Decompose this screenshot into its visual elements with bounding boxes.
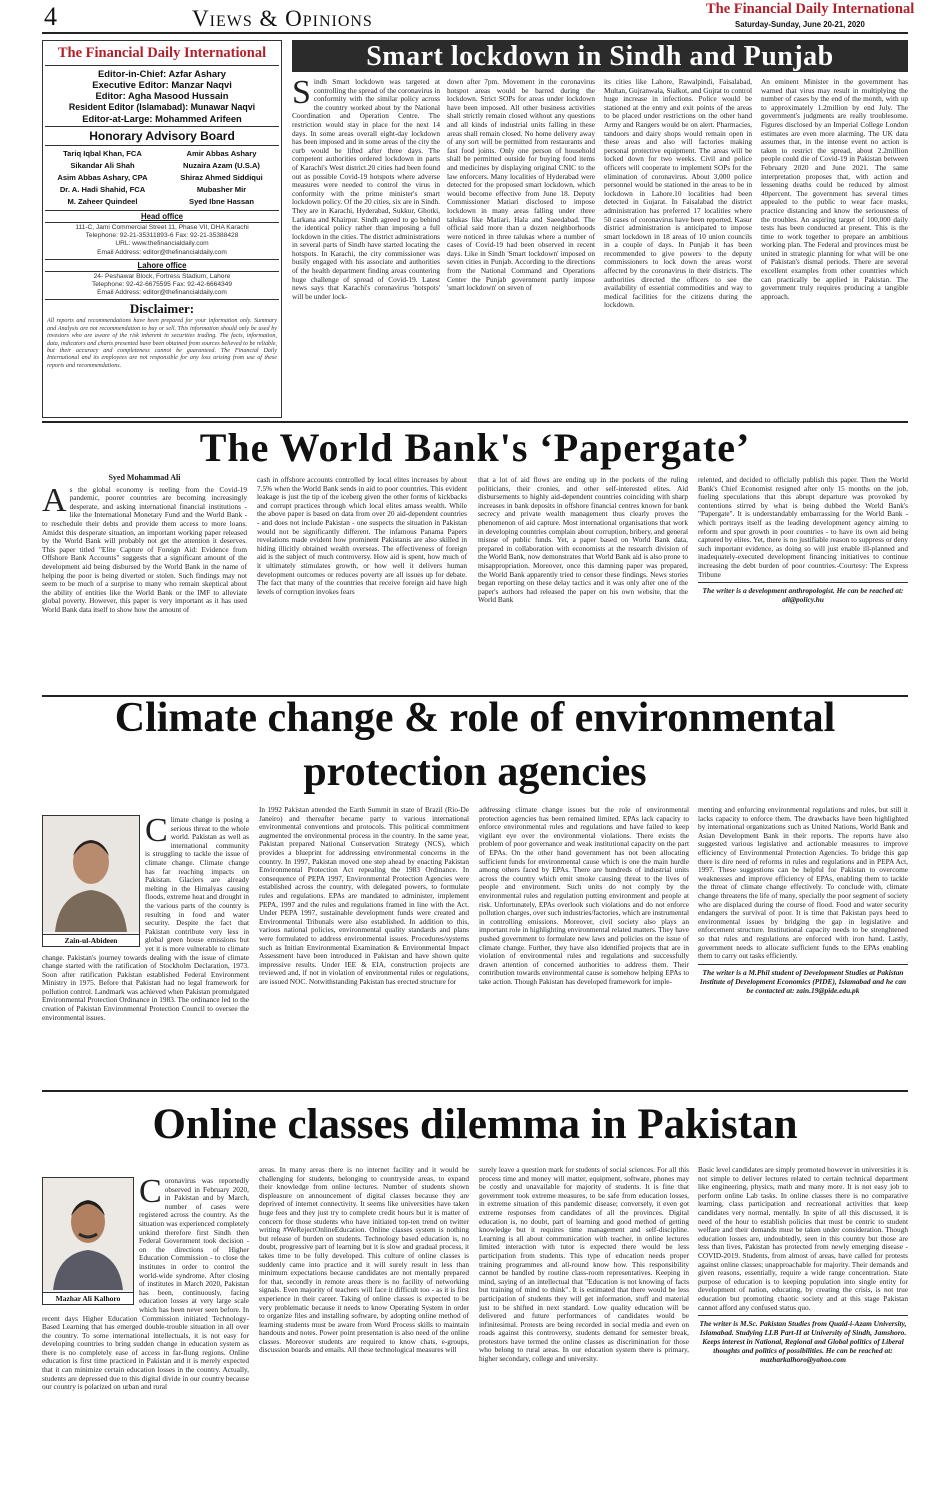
section-title: Views & Opinions	[192, 6, 373, 31]
masthead-title: The Financial Daily International	[57, 45, 267, 61]
head-office-line: 111-C, Jami Commercial Street 11, Phase VII, DHA Karachi	[75, 224, 249, 232]
editor-line: Editor-in-Chief: Azfar Ashary	[98, 68, 226, 79]
editorial-column-3	[604, 78, 752, 410]
author-name: Syed Mohammad Ali	[108, 474, 181, 482]
editorial-column-1	[292, 78, 440, 410]
drop-cap: C	[145, 816, 168, 849]
lahore-office-title: Lahore office	[137, 260, 187, 270]
author-note: The writer is M.Sc. Pakistan Studies from Quaid-i-Azam University, Islamabad. Studying LLB Part-II at University of Sindh, Jamshoro. Keeps interest in National, Regional and Global politics of Liberal thoughts and politics of possibilities. He can be reached at: mazharkalhoro@yahoo.com	[698, 1315, 908, 1364]
disclaimer-text: All reports and recommendations have been prepared for your information only. Summary and Analysis are not recommendation to buy or sell. This information should only be used by investors who are aware of the risk inherent in securities trading. The facts, information, data, indicators and charts presented have been obtained from sources believed to be reliable, but their accuracy and completeness cannot be guaranteed. The Financial Daily International and its employees are not responsible for any loss arising from use of these reports and recommendations.	[47, 318, 277, 369]
article1-column-1	[42, 474, 247, 692]
article1-column-4	[698, 476, 908, 692]
editor-line: Executive Editor: Manzar Naqvi	[92, 79, 232, 91]
article1-headline: The World Bank's ‘Papergate’	[199, 425, 751, 470]
section-divider	[42, 421, 908, 423]
editorial-text: down after 7pm. Movement in the coronavirus hotspot areas would be barred during the lockdown. Strict SOPs for areas under lockdown have been imposed. All other business activities shall strictly remain closed without any questions and all kinds of industrial units falling in these areas shall remain closed. No home delivery away of any sort will be permitted from restaurants and fast food joints. Only one person of household shall be permitted outside for buying food items and medicines by displaying original CNIC to the law enforcers. Many localities of Hyderabad were detected for the proposed smart lockdown, which would become effective from June 18. Deputy Commissioner Matiari disclosed to impose lockdown in many areas falling under three talukas like Matiari, Hala and Saeedabad. The official said more than a dozen neighborhoods were noticed in three talukas where a number of cases of Covid-19 had been observed in recent days. Like in Sindh 'Smart lockdown' imposed on seven cities in Punjab. According to the directions from the National Command and Operations Center the Punjab government partly impose 'smart lockdown' on seven of	[447, 78, 595, 293]
article3-column-1	[42, 1177, 249, 1481]
article-text: relented, and decided to officially publish this paper. Then the World Bank's Chief Economist resigned after only 15 months on the job, fueling speculations that this abrupt departure was provoked by contentions stirred by what is being dubbed the World Bank's "Papergate". It is understandably embarrassing for the World Bank - which portrays itself as the leading development agency aiming to reform and spur growth in poor countries - to have its own aid being captured by elites. Yet, there is no justifiable reason to suppress or deny such important evidence, as doing so will just enable ill-planned and inadequately-executed development financing initiatives to continue increasing the debt burden of poor countries.-Courtesy: The Express Tribune	[698, 476, 908, 579]
masthead-box	[42, 40, 282, 418]
drop-cap: A	[42, 481, 67, 519]
editorial-text: indh Smart lockdown was targeted at controlling the spread of the coronavirus in conformity with the similar policy across the country worked about by the National Coordination and Operation Centre. The restriction would stay in place for the next 14 days. In some areas overall eight-day lockdown has been imposed and in some areas of the city the curb would be lifted after three days. The competent authorities ordered lockdown in parts of Karachi's West district.20 cities had been found out as possible Covid-19 hotspots where adverse measures were needed to control the virus in conformity with the prime minister's smart lockdown policy. Of the 20 cities, six are in Sindh. They are in Karachi, Hyderabad, Sukkur, Ghotki, Larkana and Khairpur. Sindh agreed to go behind the identical policy rather than imposing a full lockdown in the cities. The district administrations in several parts of Sindh have started locating the hotspots. In Karachi, the city commissioner was busily engaged with his associate and authorities of the health department finding areas countering huge challenge of spread of Covid-19. Latest news says that Karachi's coronavirus 'hotspots' will be under lock-	[292, 78, 440, 301]
editorial-column-4	[761, 78, 908, 410]
advisor-name: Amir Abbas Ashary	[186, 149, 257, 159]
drop-cap: S	[292, 78, 311, 111]
advisor-name: Syed Ibne Hassan	[189, 197, 254, 207]
article2-headline-line1: Climate change & role of environmental	[114, 695, 836, 741]
article-text: Basic level candidates are simply promoted however in universities it is not simple to deliver lectures related to certain technical department like engineering, physics, math and many more. It is not easy job to perform online Lab tasks. In online classes there is no comparative learning, class participation and recreational activities that keep candidates very normal, mentally. In spite of all this discussed, it is need of the hour to establish policies that must be centric to student welfare and their demands must be taken under consideration. Though education losses are, undoubtedly, seen in this country but those are less than lives, Pakistan has protected from newly emerging disease - COVID-2019. Students, from almost of areas, have called for protests against online classes; unapproachable for majority. Their demands and given reasons, essentially, require a wide range concentration. State purpose of education is to keeping population into single entity for development of nation, educating, by creating the crisis, is not true education but promoting chaotic society and at this stage Pakistan cannot afford any confused status quo.	[698, 1166, 908, 1312]
article-text: areas. In many areas there is no internet facility and it would be challenging for students, belonging to countryside areas, to expand their knowledge from online lectures. Number of students shown displeasure on announcement of digital classes because they are deprived of internet connectivity. It seems like universities have taken huge fees and they just try to complete credit hours but it is matter of concern for those students who have initiated top-ten trend on twitter writing #WeRejectOnlineEducation. Online classes system is nothing but release of burden on students. Technology based education is, no doubt, progressive part of learning but it is slow and gradual process, it takes time to be fully developed. This culture of online classes is suddenly came into practice and it will surely result in less than minimum expectations because candidates are not mentally prepared for that, secondly in remote areas there is no facility of networking signals. Even majority of teachers will face it difficult too - as it is first experience in their career. Taking of online classes is expected to be very problematic because it needs to know Operating System in order to organize files and installing software, by adopting online method of learning students must be aware from Word Process skills to maintain handouts and notes. Power point presentation is also need of the online classes. Moreover students are required to know chats, e-groups, discussion boards and emails. All these technological measures will	[259, 1166, 469, 1355]
author-note: The writer is a M.Phil student of Development Studies at Pakistan Institute of Development Economics (PIDE), Islamabad and he can be contacted at: zain.19@pide.edu.pk	[698, 964, 908, 995]
editor-line: Editor-at-Large: Mohammed Arifeen	[82, 112, 242, 124]
lahore-office-line: 24- Peshawar Block, Fortress Stadium, Lahore	[93, 272, 231, 280]
article-text: limate change is posing a serious threat to the whole world. Pakistan as well as international community is struggling to tackle the issue of climate change. Climate change has far reaching impacts on Pakistan. Glaciers are already melting in the Himalyas causing floods, extreme heat and drought in the various parts of the country is resulting in food and water security. Despite the fact that Pakistan contribute very less in global green house emissions but yet it is more vulnerable to climate change. Pakistan's journey towards dealing with the issue of climate change started with the ratification of Stockholm Declaration, 1973. Soon after ratification Pakistan established Federal Environment Ministry in 1975. Before that Pakistan had no legal framework for pollution control. Landmark was achieved when Pakistan promulgated Environmental Protection Ordinance in 1983. The ordinance led to the creation of Pakistan Environmental Protection Council to oversee the environmental issues.	[42, 816, 249, 1022]
article-text: addressing climate change issues but the role of environmental protection agencies has been remained limited. EPAs lack capacity to enforce environmental rules and regulations and have failed to keep vigilant eye over the environmental violations. There exists the problem of poor governance and weak institutional capacity on the part of EPAs. On the other hand government has not been allocating sufficient funds for environmental cause which is one the main hurdle among others faced by EPAs. There are hundreds of industrial units across the country which emit smoke causing threat to the lives of people and environment. Such units do not comply by the environmental rules and regulation putting environment and people at risk. Unfortunately, EPAs overlook such violations and do not enforce pollution charges, over such industries/factories, which are instrumental in controlling emissions. Moreover, civil society also plays an important role in highlighting environmental related matters. They have pushed government to formulate new laws and policies on the issue of climate change. Further, they have also identified projects that are in violation of environmental rules and regulations and successfully drawn attention of concerned authorities to address them. Their contribution towards environmental cause is somehow helping EPAs to take action. Though Pakistan has developed framework for imple-	[479, 806, 689, 986]
lahore-office-line: Email Address: editor@thefinancialdaily.com	[97, 289, 227, 297]
article-text: surely leave a question mark for students of social sciences. For all this process time and money will matter, equipment, software, phones may be costly and unavailable for majority of students. It is fine that government took extreme measures, to be safe from education losses, in extreme situation of this pandemic disease; conversely, it even got extreme responses from candidates of all the provinces. Digital education is, no doubt, part of learning and good method of getting knowledge but it requires time management and self-discipline. Learning is all about communication with teacher, in online lectures limited interaction with tutor is expected there would be less participation from students. This type of education needs proper training programmes and all-round know how. This responsibility cannot be handled by routine class-room representatives. Keeping in mind, saying of an intellectual that "Education is not knowing of facts but training of mind to think". It is estimated that there would be less participation of students they will get information, stuff and material just to be shifted in next standard. Low quality education will be delivered and future performances of candidates would be infinitesimal. Protests are being recorded in social media and even on roads against this controversy, students demand for semester break, protestors have termed the online classes as discrimination for those who belong to rural areas. In our education system there is primary, higher secondary, college and university.	[479, 1166, 689, 1364]
article3-headline: Online classes dilemma in Pakistan	[152, 1101, 798, 1148]
section-divider	[42, 1090, 908, 1092]
advisor-name: Tariq Iqbal Khan, FCA	[63, 149, 142, 159]
article2-column-2	[259, 806, 469, 1078]
article-text: cash in offshore accounts controlled by local elites increases by about 7.5% when the World Bank sends in aid to poor countries. This evident leakage is just the tip of the iceberg given the other forms of kickbacks and corrupt practices through which local elites amass wealth. While the above paper is based on data from over 20 aid-dependent countries - and does not include Pakistan - one suspects the situation in Pakistan would not be significantly different. The infamous Panama Papers revelations made evident how prominent Pakistanis are also skilled in hiding illicitly obtained wealth overseas. The effectiveness of foreign aid is the subject of much controversy. How aid is spent, how much of it ultimately stimulates growth, or how well it delivers human development outcomes or reduces poverty are all issues up for debate. The fact that many of the countries that receive foreign aid have high levels of corruption invokes fears	[257, 476, 467, 596]
advisory-board	[43, 148, 281, 208]
editorial-text: its cities like Lahore, Rawalpindi, Faisalabad, Multan, Gujranwala, Sialkot, and Gujrat to control huge increase in infections. Police would be stationed at the entry and exit points of the areas to be placed under restrictions on the other hand Army and Rangers would be on alert. Pharmacies, tandoors and dairy shops would remain open in these areas and also will factories making personal protective equipment. The areas will be locked down for two weeks. Civil and police officers will cooperate to implement SOPs for the elimination of coronavirus. About 3,000 police personnel would be stationed in the areas to be in lockdown in Lahore.10 localities had been detected in Gujarat. In Faisalabad the district administration has preferred 17 localities where 50 cases of coronavirus have been reported. Kasur district administration is anticipated to impose smart lockdown in 18 areas of 10 union councils in a couple of days. In Punjab it has been recommended to give powers to the deputy commissioners to lock down the areas worst affected by the coronavirus in their districts. The authorities directed the officers to see the availability of essential commodities and way to medical facilities for the citizens during the lockdown.	[604, 78, 752, 310]
article2-headline-line2: protection agencies	[303, 749, 647, 795]
article1-column-3	[478, 476, 688, 692]
paper-name: The Financial Daily International	[706, 1, 915, 17]
editorial-headline: Smart lockdown in Sindh and Punjab	[366, 41, 834, 72]
article1-column-2	[257, 476, 467, 692]
photo-caption: Zain-ul-Abideen	[43, 934, 139, 946]
article-text: oronavirus was reportedly observed in February 2020, in Pakistan and by March, number of cases were registered across the country. As the situation was experienced completely unkind therefore first Sindh then Federal Government took decision - on the directions of Higher Education Commission - to close the institutes in order to control the world-wide syndrome. After closing of institutes in March 2020, Pakistan has been, continuously, facing education losses at very large scale which has been never seen before. In recent days Higher Education Commission initiated Technology-Based Learning that has emerged double-trouble situation in all over the country. To some international intellectuals, it is not easy for developing countries to bring sudden change in education system as there is no completely ease of access in far-flung regions. Online education is first time practiced in Pakistan and it is merely expected that it can minimize certain education losses in the country. Actually, students are depressed due to this digital divide in our country because our country is polarized on urban and rural	[42, 1177, 249, 1392]
article-text: menting and enforcing environmental regulations and rules, but still it lacks capacity to enforce them. The drawbacks have been highlighted by international organizations such as United Nations, World Bank and Asian Development Bank in their reports. The reports have also suggested various legislative and actionable measures to improve efficiency of Environmental Protection Agencies. To bridge this gap there is dire need of reforms in rules and regulations and in PEPA Act, 1997. These suggestions can be helpful for Pakistan to overcome weaknesses and improve efficiency of EPAs, enabling them to tackle the threat of climate change effectively. To conclude with, climate change threatens the life of many, specially the poor segment of society who are displaced during the course of flood. Food and water security endangers the survival of poor. It is time that Pakistan pays heed to environmental issues by bridging the gap in legislative and enforcement structure. Institutional capacity needs to be strenghtened so that rules and regulations are enforced with iron hand. Lastly, government needs to allocate sufficient funds to the EPAs enabling them to carry out tasks efficiently.	[698, 806, 908, 961]
editor-line: Resident Editor (Islamabad): Munawar Naqvi	[68, 101, 256, 112]
editor-line: Editor: Agha Masood Hussain	[95, 90, 229, 102]
advisor-name: Shiraz Ahmed Siddiqui	[180, 173, 263, 183]
lahore-office-line: Telephone: 92-42-6675595 Fax: 92-42-6664349	[91, 281, 233, 289]
head-office-title: Head office	[140, 212, 184, 222]
advisory-title: Honorary Advisory Board	[89, 129, 235, 144]
head-office-line: Email Address: editor@thefinancialdaily.com	[97, 248, 227, 256]
article-text: that a lot of aid flows are ending up in the pockets of the ruling politicians, their cronies, and other self-interested elites. Aid disbursements to highly aid-dependent countries coinciding with sharp increases in bank deposits in offshore financial centres known for bank secrecy and private wealth management thus clearly proves the phenomenon of aid capture. Most international organisations that work in developing countries complain about corruption, bribery, and general misuse of public funds. Yet, a paper based on World Bank data, prepared in collaboration with economists at the research division of the World Bank, now demonstrates that World Bank aid is also prone to misappropriation. Moreover, once this damning paper was prepared, the World Bank apparently tried to censor these findings. News stories began reporting on these delay tactics and it was only after one of the paper's authors had released the paper on his own website, that the World Bank	[478, 476, 688, 605]
article3-column-4	[698, 1166, 908, 1481]
article2-column-1	[42, 816, 249, 1078]
article-text: In 1992 Pakistan attended the Earth Summit in state of Brazil (Rio-De Janeiro) and thereafter became party to various international environmental conventions and protocols. This political commitment augmented the environmental process in the country. In the same year, Pakistan prepared National Conservation Strategy (NCS), which provides a blueprint for addressing environmental concerns in the country. In 1997, Pakistan moved one step ahead by enacting Pakistan Environmental Protection Act repealing the 1983 Ordinance. In consequence of PEPA 1997, Environmental Protection Agencies were established across the country, with delegated powers, to formulate rules and regulations. EPAs are mandated to administer, implement PEPA, 1997 and the rules and regulations framed in line with the Act. Under PEPA 1997, sustainable development funds were created and Environmental Tribunals were also established. In addition to this, various national policies, environmental quality standards and plans were formulated to address environmental issues. Procedures/systems such as Initian Environmental Examination & Environmental Impact Assessment have been introduced in Pakistan and have shown quite impressive results. Under IEE & EIA, construction projects are reviewed and, if not in violation of environmental rules or regulations, are issued NOC. Notwithstanding Pakistan has erected structure for	[259, 806, 469, 986]
article2-column-4	[698, 806, 908, 1078]
photo-caption: Mazhar Ali Kalhoro	[43, 1292, 133, 1304]
disclaimer-title: Disclaimer:	[129, 301, 195, 317]
advisor-name: Dr. A. Hadi Shahid, FCA	[59, 185, 146, 195]
article3-column-2	[259, 1166, 469, 1481]
article-text: s the global economy is reeling from the Covid-19 pandemic, poorer countries are becoming increasingly desperate, and asking international financial institutions - like the International Monetary Fund and the World Bank - to reschedule their debts and provide them access to more loans. Amidst this desperate situation, an important working paper released by the World Bank will probably not get the attention it deserves. This paper titled "Elite Capture of Foreign Aid: Evidence from Offshore Bank Accounts" suggests that a significant amount of the development aid being disbursed by the World Bank in the name of helping the poor is being diverted or stolen. Such findings may not seem to be much of a surprise to many who remain skeptical about the ability of entities like the World Bank or the IMF to alleviate global poverty. However, this paper is very important as it has used World Bank data itself to show how the amount of	[42, 484, 247, 614]
drop-cap: C	[139, 1177, 162, 1210]
header-rule	[42, 32, 908, 34]
advisor-name: Sikandar Ali Shah	[70, 161, 135, 171]
issue-date: Saturday-Sunday, June 20-21, 2020	[735, 20, 865, 29]
page-number: 4	[44, 2, 57, 31]
editorial-column-2	[447, 78, 595, 410]
advisor-name: Asim Abbas Ashary, CPA	[57, 173, 148, 183]
advisor-name: Nuzaira Azam (U.S.A)	[183, 161, 260, 171]
advisor-name: Mubasher Mir	[196, 185, 247, 195]
article2-column-3	[479, 806, 689, 1078]
editorial-text: An eminent Minister in the government has warned that virus may result in multiplying the number of cases by the end of the month, with up to approximately 1.2million by end July. The government's judgments are really troublesome. Figures disclosed by an Imperial College London estimates are even more alarming. The UK data assumes that, in the intense event no action is taken to restrict the spread, about 2.2million people could die of Covid-19 in Pakistan between February 2020 and June 2021. The same interpretation proposes that, with action and lessening deaths could be reduced by almost 40percent. The government has several times appealed to the public to wear face masks, practice distancing and know the seriousness of the troubles. An aspiring target of 100,000 daily tests has been conducted at present. This is the time to work together to prepare an ambitious working plan. The Federal and provinces must be united in strategic planning for what will be one of Pakistan's dismal periods. There are several excellent examples from other countries which can practically be applied in Pakistan. The government truly requires producing a tangible approach.	[761, 78, 908, 301]
advisor-name: M. Zaheer Quindeel	[67, 197, 138, 207]
article3-column-3	[479, 1166, 689, 1481]
author-note: The writer is a development anthropologist. He can be reached at: ali@policy.hu	[698, 582, 908, 604]
head-office-line: URL: www.thefinancialdaily.com	[115, 240, 209, 248]
head-office-line: Telephone: 92-21-35311893-6 Fax: 92-21-35388428	[85, 232, 239, 240]
